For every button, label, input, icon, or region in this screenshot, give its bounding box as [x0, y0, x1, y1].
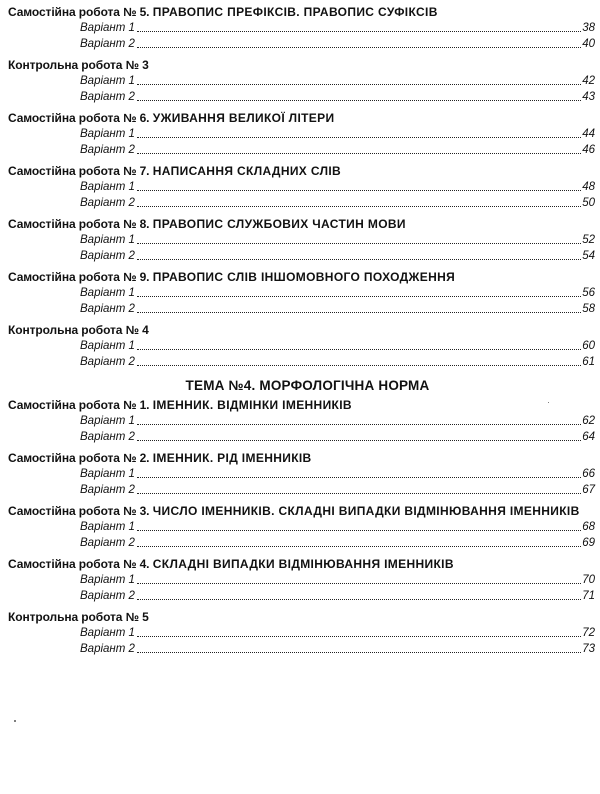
page-number: 66 [582, 468, 595, 480]
dot-leader [137, 296, 581, 297]
page-number: 73 [582, 643, 595, 655]
variant-entry[interactable] [8, 20, 595, 36]
page-number: 43 [582, 91, 595, 103]
contents-list-bottom [8, 397, 595, 657]
section-title: НАПИСАННЯ СКЛАДНИХ СЛІВ [152, 164, 342, 178]
variant-entry[interactable] [8, 588, 595, 604]
section-title: ПРАВОПИС СЛУЖБОВИХ ЧАСТИН МОВИ [152, 217, 406, 231]
dot-leader [137, 100, 581, 101]
variant-entry[interactable] [8, 195, 595, 211]
section-heading [8, 57, 595, 73]
section-kind: Самостійна робота № 3. [8, 504, 150, 518]
variant-label: Варіант 1 [80, 22, 135, 34]
variant-label: Варіант 2 [80, 303, 135, 315]
dot-leader [137, 365, 581, 366]
section-kind: Самостійна робота № 4. [8, 557, 150, 571]
variant-label: Варіант 2 [80, 144, 135, 156]
section-kind: Самостійна робота № 1. [8, 398, 150, 412]
section-heading [8, 163, 595, 179]
variant-entry[interactable] [8, 482, 595, 498]
variant-entry[interactable] [8, 73, 595, 89]
dot-leader [137, 530, 581, 531]
variant-label: Варіант 1 [80, 181, 135, 193]
variant-entry[interactable] [8, 354, 595, 370]
variant-label: Варіант 1 [80, 340, 135, 352]
section-title: ПРАВОПИС ПРЕФІКСІВ. ПРАВОПИС СУФІКСІВ [152, 5, 438, 19]
section-title: ІМЕННИК. ВІДМІНКИ ІМЕННИКІВ [152, 398, 352, 412]
toc-section [8, 269, 595, 317]
page-number: 60 [582, 340, 595, 352]
variant-label: Варіант 1 [80, 415, 135, 427]
dot-leader [137, 599, 581, 600]
dot-leader [137, 477, 581, 478]
page-number: 56 [582, 287, 595, 299]
page-number: 38 [582, 22, 595, 34]
theme-heading: ТЕМА №4. МОРФОЛОГІЧНА НОРМА [185, 378, 430, 393]
variant-label: Варіант 2 [80, 197, 135, 209]
variant-label: Варіант 2 [80, 38, 135, 50]
section-kind: Самостійна робота № 9. [8, 270, 150, 284]
variant-entry[interactable] [8, 641, 595, 657]
variant-entry[interactable] [8, 142, 595, 158]
page-number: 69 [582, 537, 595, 549]
variant-entry[interactable] [8, 89, 595, 105]
page-number: 68 [582, 521, 595, 533]
section-title: ЧИСЛО ІМЕННИКІВ. СКЛАДНІ ВИПАДКИ ВІДМІНЮВАННЯ ІМЕННИКІВ [152, 504, 580, 518]
variant-label: Варіант 1 [80, 627, 135, 639]
variant-label: Варіант 2 [80, 431, 135, 443]
dot-leader [137, 206, 581, 207]
variant-label: Варіант 1 [80, 128, 135, 140]
page-number: 54 [582, 250, 595, 262]
section-heading [8, 4, 595, 20]
section-kind: Контрольна робота № 4 [8, 323, 149, 337]
section-heading [8, 503, 595, 519]
variant-entry[interactable] [8, 285, 595, 301]
variant-entry[interactable] [8, 36, 595, 52]
section-kind: Самостійна робота № 7. [8, 164, 150, 178]
variant-label: Варіант 2 [80, 537, 135, 549]
variant-entry[interactable] [8, 413, 595, 429]
dot-leader [137, 137, 581, 138]
page-number: 40 [582, 38, 595, 50]
toc-section [8, 609, 595, 657]
toc-section [8, 163, 595, 211]
section-heading [8, 216, 595, 232]
section-title: ІМЕННИК. РІД ІМЕННИКІВ [152, 451, 312, 465]
variant-label: Варіант 1 [80, 287, 135, 299]
variant-entry[interactable] [8, 519, 595, 535]
toc-section [8, 110, 595, 158]
variant-label: Варіант 1 [80, 574, 135, 586]
variant-entry[interactable] [8, 179, 595, 195]
dot-leader [137, 243, 581, 244]
page-number: 72 [582, 627, 595, 639]
section-title: СКЛАДНІ ВИПАДКИ ВІДМІНЮВАННЯ ІМЕННИКІВ [152, 557, 454, 571]
dot-leader [137, 190, 581, 191]
dot-leader [137, 349, 581, 350]
toc-section [8, 503, 595, 551]
variant-entry[interactable] [8, 301, 595, 317]
dot-leader [137, 546, 581, 547]
section-heading [8, 450, 595, 466]
page-number: 70 [582, 574, 595, 586]
section-heading [8, 397, 595, 413]
section-heading [8, 609, 595, 625]
dot-leader [137, 153, 581, 154]
variant-entry[interactable] [8, 232, 595, 248]
section-kind: Контрольна робота № 3 [8, 58, 149, 72]
page-number: 42 [582, 75, 595, 87]
variant-label: Варіант 1 [80, 234, 135, 246]
variant-entry[interactable] [8, 466, 595, 482]
variant-entry[interactable] [8, 535, 595, 551]
toc-section [8, 4, 595, 52]
variant-entry[interactable] [8, 625, 595, 641]
page-number: 67 [582, 484, 595, 496]
section-kind: Самостійна робота № 8. [8, 217, 150, 231]
toc-section [8, 57, 595, 105]
toc-section [8, 397, 595, 445]
dot-leader [137, 652, 581, 653]
scan-speck [548, 402, 549, 403]
variant-entry[interactable] [8, 126, 595, 142]
variant-label: Варіант 2 [80, 590, 135, 602]
dot-leader [137, 583, 581, 584]
contents-page [0, 4, 600, 794]
section-title: УЖИВАННЯ ВЕЛИКОЇ ЛІТЕРИ [152, 111, 335, 125]
section-kind: Контрольна робота № 5 [8, 610, 149, 624]
section-heading [8, 556, 595, 572]
section-heading [8, 269, 595, 285]
dot-leader [137, 493, 581, 494]
page-number: 44 [582, 128, 595, 140]
variant-label: Варіант 2 [80, 484, 135, 496]
toc-section [8, 216, 595, 264]
page-number: 71 [582, 590, 595, 602]
page-number: 62 [582, 415, 595, 427]
section-kind: Самостійна робота № 5. [8, 5, 150, 19]
dot-leader [137, 312, 581, 313]
page-number: 61 [582, 356, 595, 368]
variant-entry[interactable] [8, 338, 595, 354]
page-number: 64 [582, 431, 595, 443]
page-number: 50 [582, 197, 595, 209]
section-heading [8, 110, 595, 126]
variant-entry[interactable] [8, 248, 595, 264]
section-heading [8, 322, 595, 338]
section-kind: Самостійна робота № 6. [8, 111, 150, 125]
contents-list-top [8, 4, 595, 370]
dot-leader [137, 424, 581, 425]
variant-label: Варіант 2 [80, 356, 135, 368]
dot-leader [137, 84, 581, 85]
dot-leader [137, 47, 581, 48]
page-number: 46 [582, 144, 595, 156]
page-number: 58 [582, 303, 595, 315]
scan-speck [14, 720, 16, 722]
toc-section [8, 556, 595, 604]
dot-leader [137, 440, 581, 441]
variant-label: Варіант 2 [80, 250, 135, 262]
variant-label: Варіант 1 [80, 468, 135, 480]
page-number: 52 [582, 234, 595, 246]
variant-label: Варіант 1 [80, 521, 135, 533]
variant-label: Варіант 2 [80, 91, 135, 103]
variant-entry[interactable] [8, 429, 595, 445]
section-title: ПРАВОПИС СЛІВ ІНШОМОВНОГО ПОХОДЖЕННЯ [152, 270, 456, 284]
variant-label: Варіант 1 [80, 75, 135, 87]
page-number: 48 [582, 181, 595, 193]
variant-label: Варіант 2 [80, 643, 135, 655]
variant-entry[interactable] [8, 572, 595, 588]
section-kind: Самостійна робота № 2. [8, 451, 150, 465]
toc-section [8, 450, 595, 498]
toc-section [8, 322, 595, 370]
dot-leader [137, 31, 581, 32]
dot-leader [137, 636, 581, 637]
dot-leader [137, 259, 581, 260]
